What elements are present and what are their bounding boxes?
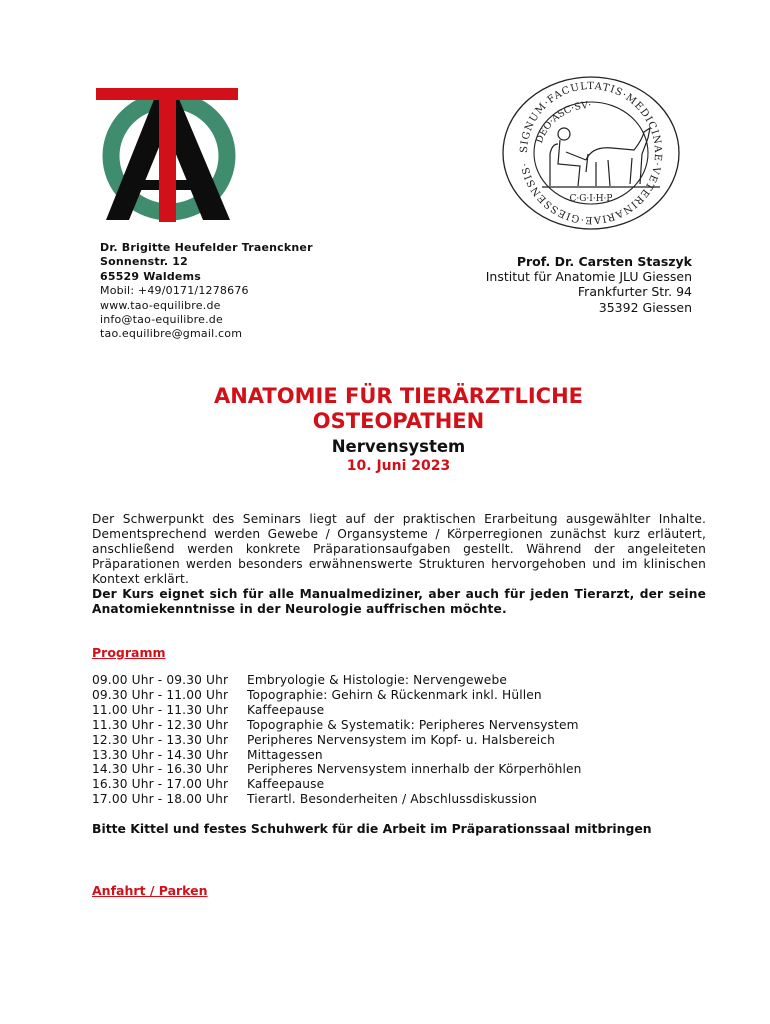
schedule-time: 14.30 Uhr - 16.30 Uhr — [92, 762, 229, 777]
seal-inner-bottom-text: C·G·I·H·P — [569, 194, 613, 204]
schedule-topic: Kaffeepause — [247, 702, 325, 717]
programm-heading: Programm — [92, 645, 166, 660]
schedule-time: 11.30 Uhr - 12.30 Uhr — [92, 717, 229, 732]
title-line-1: ANATOMIE FÜR TIERÄRZTLICHE — [213, 384, 584, 408]
schedule-row — [92, 748, 582, 763]
schedule-topic: Peripheres Nervensystem im Kopf- u. Halsbereich — [247, 732, 556, 747]
page-title — [90, 384, 707, 433]
sender-email-1: info@tao-equilibre.de — [100, 313, 223, 327]
seal-outer-text: SIGNUM·FACULTATIS·MEDICINAE·VETERINARIAE·GIESSENSIS· — [518, 80, 664, 226]
sender-city: 65529 Waldems — [100, 269, 201, 283]
schedule-row — [92, 703, 582, 718]
anfahrt-heading: Anfahrt / Parken — [92, 883, 208, 898]
equipment-note: Bitte Kittel und festes Schuhwerk für die Arbeit im Präparationssaal mitbringen — [92, 821, 652, 836]
partner-institute: Institut für Anatomie JLU Giessen — [485, 269, 692, 285]
schedule-time: 17.00 Uhr - 18.00 Uhr — [92, 792, 229, 807]
schedule-topic: Peripheres Nervensystem innerhalb der Körperhöhlen — [247, 762, 582, 777]
sender-mobile: Mobil: +49/0171/1278676 — [100, 284, 249, 298]
schedule-topic: Topographie: Gehirn & Rückenmark inkl. Hüllen — [247, 687, 542, 702]
schedule-time: 13.30 Uhr - 14.30 Uhr — [92, 747, 229, 762]
schedule-row — [92, 792, 582, 807]
schedule-row — [92, 718, 582, 733]
schedule-time: 09.00 Uhr - 09.30 Uhr — [92, 673, 229, 687]
schedule-time: 11.00 Uhr - 11.30 Uhr — [92, 702, 229, 717]
sender-website: www.tao-equilibre.de — [100, 298, 221, 312]
schedule-list — [92, 673, 582, 807]
sender-email-2: tao.equilibre@gmail.com — [100, 327, 243, 341]
sender-name: Dr. Brigitte Heufelder Traenckner — [100, 241, 313, 254]
intro-text: Der Schwerpunkt des Seminars liegt auf der praktischen Erarbeitung ausgewählter Inhalte. Dementsprechend werden Gewebe / Organsysteme / Körperregionen zunächst kurz erläutert, anschließend werden konkrete Präparationsaufgaben gestellt. Während der angeleiteten Präparationen werden besonders erwähnenswerte Strukturen hervorgehoben und im klinischen Kontext erklärt. — [92, 512, 706, 586]
partner-street: Frankfurter Str. 94 — [577, 284, 692, 300]
schedule-time: 09.30 Uhr - 11.00 Uhr — [92, 687, 229, 702]
tao-logo-icon — [92, 84, 240, 224]
partner-city: 35392 Giessen — [598, 299, 692, 315]
schedule-row — [92, 673, 582, 688]
sender-contact — [100, 241, 313, 342]
schedule-row — [92, 777, 582, 792]
schedule-topic: Topographie & Systematik: Peripheres Nervensystem — [247, 717, 579, 732]
intro-section — [92, 512, 706, 617]
partner-name: Prof. Dr. Carsten Staszyk — [516, 254, 692, 269]
schedule-topic: Tierartl. Besonderheiten / Abschlussdiskussion — [247, 792, 537, 807]
schedule-row — [92, 688, 582, 703]
schedule-topic: Kaffeepause — [247, 777, 325, 792]
seal-inner-top-text: DEO·ASC·SV· — [534, 99, 592, 145]
schedule-row — [92, 762, 582, 777]
intro-target-audience: Der Kurs eignet sich für alle Manualmediziner, aber auch für jeden Tierarzt, der seine Anatomiekenntnisse in der Neurologie auffrischen möchte. — [92, 587, 706, 616]
schedule-topic: Embryologie & Histologie: Nervengewebe — [247, 673, 507, 687]
partner-contact — [440, 254, 692, 315]
veterinary-seal-icon — [500, 74, 682, 232]
schedule-row — [92, 733, 582, 748]
schedule-time: 16.30 Uhr - 17.00 Uhr — [92, 777, 229, 792]
schedule-time: 12.30 Uhr - 13.30 Uhr — [92, 732, 229, 747]
schedule-topic: Mittagessen — [247, 747, 323, 762]
event-date: 10. Juni 2023 — [346, 458, 451, 474]
sender-street: Sonnenstr. 12 — [100, 255, 189, 269]
page-subtitle: Nervensystem — [331, 437, 466, 456]
title-line-2: OSTEOPATHEN — [312, 408, 485, 433]
